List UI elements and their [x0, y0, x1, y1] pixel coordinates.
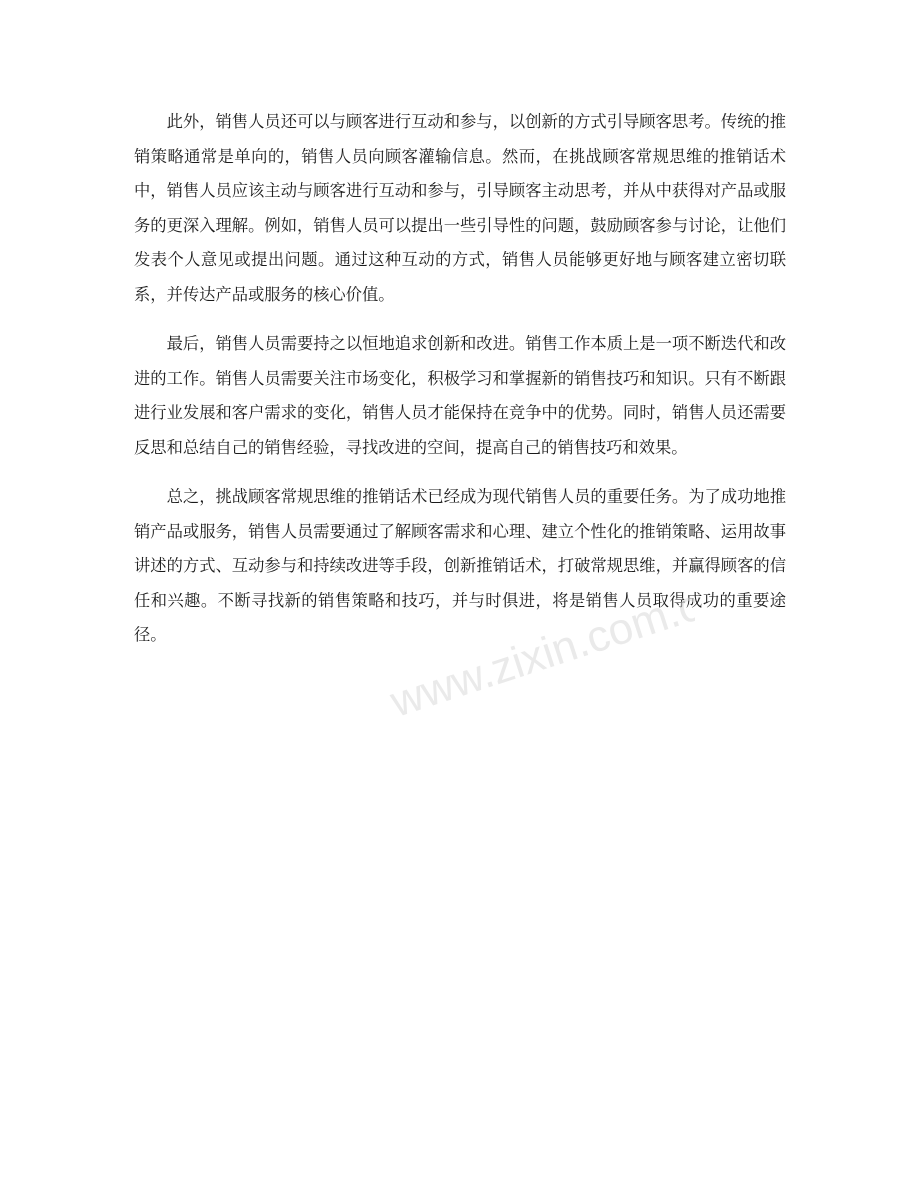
document-body — [134, 105, 786, 668]
paragraph-innovation: 最后，销售人员需要持之以恒地追求创新和改进。销售工作本质上是一项不断迭代和改进的工作。销售人员需要关注市场变化，积极学习和掌握新的销售技巧和知识。只有不断跟进行业发展和客户需求的变化，销售人员才能保持在竞争中的优势。同时，销售人员还需要反思和总结自己的销售经验，寻找改进的空间，提高自己的销售技巧和效果。 — [134, 334, 786, 457]
paragraph-interaction: 此外，销售人员还可以与顾客进行互动和参与，以创新的方式引导顾客思考。传统的推销策略通常是单向的，销售人员向顾客灌输信息。然而，在挑战顾客常规思维的推销话术中，销售人员应该主动与顾客进行互动和参与，引导顾客主动思考，并从中获得对产品或服务的更深入理解。例如，销售人员可以提出一些引导性的问题，鼓励顾客参与讨论，让他们发表个人意见或提出问题。通过这种互动的方式，销售人员能够更好地与顾客建立密切联系，并传达产品或服务的核心价值。 — [134, 112, 786, 304]
paragraph-conclusion: 总之，挑战顾客常规思维的推销话术已经成为现代销售人员的重要任务。为了成功地推销产品或服务，销售人员需要通过了解顾客需求和心理、建立个性化的推销策略、运用故事讲述的方式、互动参与和持续改进等手段，创新推销话术，打破常规思维，并赢得顾客的信任和兴趣。不断寻找新的销售策略和技巧，并与时俱进，将是销售人员取得成功的重要途径。 — [134, 487, 786, 644]
svg-text:www.zixin.com.cn: www.zixin.com.cn — [384, 572, 695, 727]
